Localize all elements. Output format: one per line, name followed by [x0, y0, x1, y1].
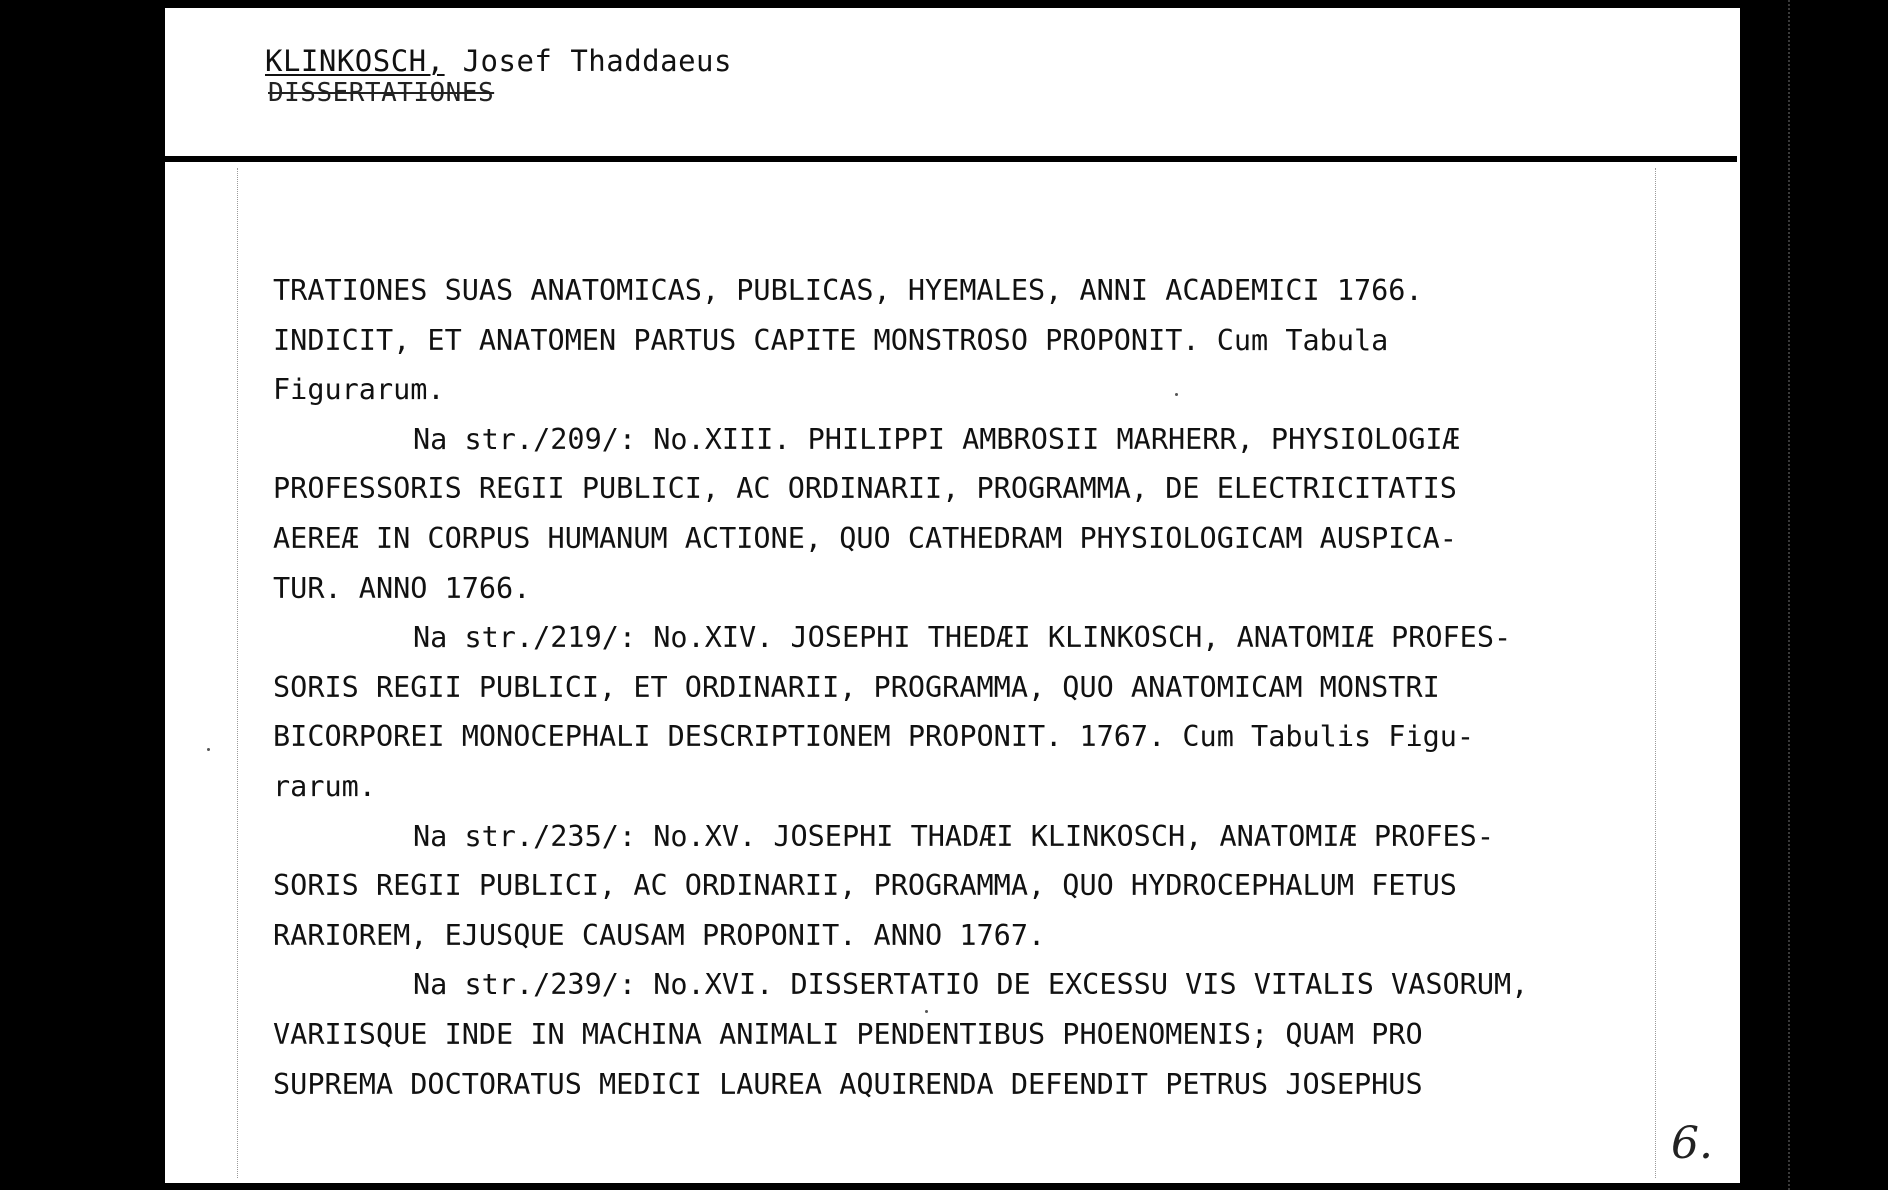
text-line: rarum.: [273, 769, 376, 803]
text-line: AEREÆ IN CORPUS HUMANUM ACTIONE, QUO CATHEDRAM PHYSIOLOGICAM AUSPICA-: [273, 521, 1457, 555]
header-divider: [165, 156, 1737, 162]
text-line: RARIOREM, EJUSQUE CAUSAM PROPONIT. ANNO 1767.: [273, 918, 1046, 952]
scan-edge-mark: [1788, 0, 1790, 1190]
handwritten-page-number: 6.: [1671, 1118, 1713, 1169]
struck-subtitle: DISSERTATIONES: [268, 78, 495, 108]
author-given-names: Josef Thaddaeus: [444, 44, 732, 78]
text-line: Na str./209/: No.XIII. PHILIPPI AMBROSII MARHERR, PHYSIOLOGIÆ: [413, 422, 1460, 456]
text-line: Na str./219/: No.XIV. JOSEPHI THEDÆI KLINKOSCH, ANATOMIÆ PROFES-: [413, 621, 1512, 655]
card-body-text: [273, 266, 1673, 1109]
text-line: SORIS REGII PUBLICI, ET ORDINARII, PROGRAMMA, QUO ANATOMICAM MONSTRI: [273, 670, 1440, 704]
text-line: Na str./239/: No.XVI. DISSERTATIO DE EXCESSU VIS VITALIS VASORUM,: [413, 968, 1529, 1002]
card-header: [165, 8, 1740, 156]
scan-speck: [925, 1010, 928, 1013]
text-line: INDICIT, ET ANATOMEN PARTUS CAPITE MONSTROSO PROPONIT. Cum Tabula: [273, 323, 1389, 357]
text-line: TRATIONES SUAS ANATOMICAS, PUBLICAS, HYEMALES, ANNI ACADEMICI 1766.: [273, 274, 1423, 307]
text-line: SORIS REGII PUBLICI, AC ORDINARII, PROGRAMMA, QUO HYDROCEPHALUM FETUS: [273, 869, 1457, 903]
text-line: TUR. ANNO 1766.: [273, 571, 531, 605]
scan-speck: [207, 748, 210, 751]
text-line: VARIISQUE INDE IN MACHINA ANIMALI PENDENTIBUS PHOENOMENIS; QUAM PRO: [273, 1017, 1423, 1051]
text-line: PROFESSORIS REGII PUBLICI, AC ORDINARII, PROGRAMMA, DE ELECTRICITATIS: [273, 472, 1457, 506]
author-heading: [265, 44, 732, 78]
catalog-card: [165, 8, 1740, 1183]
scan-speck: [1175, 393, 1178, 396]
text-line: Figurarum.: [273, 373, 445, 407]
author-surname: KLINKOSCH,: [265, 44, 445, 78]
text-line: Na str./235/: No.XV. JOSEPHI THADÆI KLINKOSCH, ANATOMIÆ PROFES-: [413, 819, 1494, 853]
text-line: BICORPOREI MONOCEPHALI DESCRIPTIONEM PROPONIT. 1767. Cum Tabulis Figu-: [273, 720, 1475, 754]
left-margin-line: [237, 168, 238, 1178]
text-line: SUPREMA DOCTORATUS MEDICI LAUREA AQUIRENDA DEFENDIT PETRUS JOSEPHUS: [273, 1067, 1423, 1101]
